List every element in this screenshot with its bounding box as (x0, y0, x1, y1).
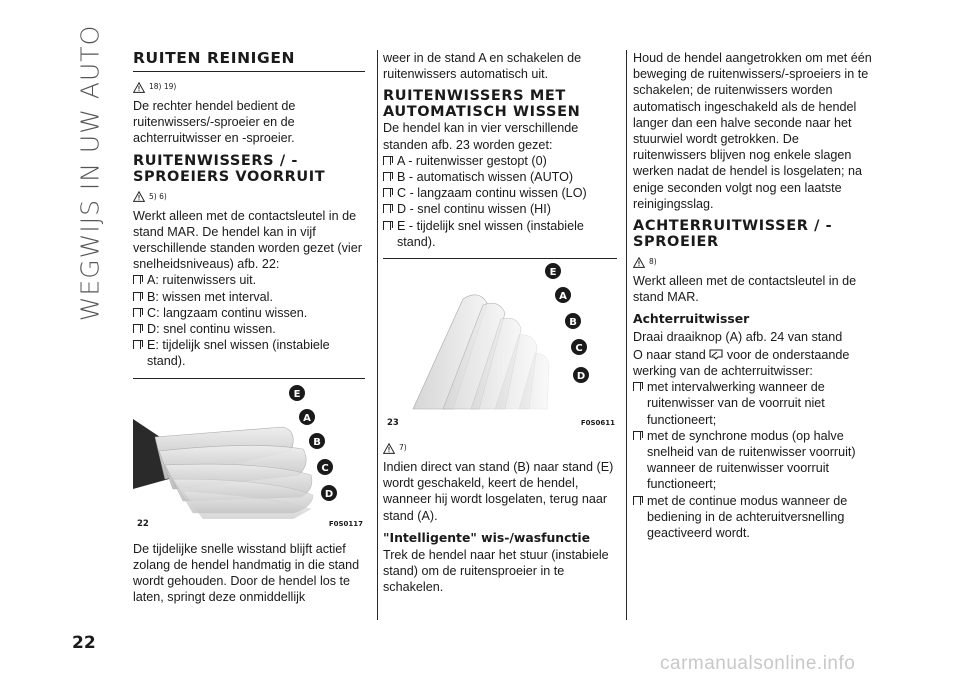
column-divider (377, 50, 378, 620)
figure-label: E (293, 388, 301, 400)
figure-label: D (576, 371, 586, 383)
figure-number: 23 (387, 417, 399, 428)
list-item: met intervalwerking wanneer de ruitenwisser van de voorruit niet functioneert; (633, 379, 873, 428)
bullet-icon (133, 275, 143, 284)
list-item: B: wissen met interval. (133, 289, 365, 305)
wiper-lever-auto-illustration (383, 259, 617, 417)
bullet-icon (383, 188, 393, 197)
bullet-icon (133, 292, 143, 301)
paragraph: Houd de hendel aangetrokken om met één beweging de ruitenwissers/-sproeiers in te schakelen; de ruitenwissers worden automatisch ingeschakeld als de hendel langer dan een halve seconde naar het stuurwiel wordt getrokken. De ruitenwissers blijven nog enkele slagen werken nadat de hendel is losgelaten; na enige seconden volgt nog een laatste reinigingsslag. (633, 51, 872, 211)
list-item: D: snel continu wissen. (133, 321, 365, 337)
warning-triangle-icon (633, 257, 645, 268)
figure-label: A (559, 291, 567, 303)
position-list (133, 272, 365, 369)
list-item: E: tijdelijk snel wissen (instabiele stand). (133, 337, 365, 369)
bullet-icon (633, 382, 643, 391)
bullet-icon (383, 204, 393, 213)
bullet-icon (133, 324, 143, 333)
figure-number: 22 (137, 519, 149, 530)
paragraph: O naar stand voor de onderstaande werking van de achterruitwisser: (633, 347, 850, 379)
column-divider (626, 50, 627, 620)
paragraph: weer in de stand A en schakelen de ruitenwissers automatisch uit. (383, 51, 582, 82)
section-side-tab-label: WEGWIJS IN UW AUTO (75, 24, 105, 322)
figure-label: A (303, 412, 311, 424)
wiper-lever-illustration (133, 379, 365, 519)
figure-23 (383, 258, 617, 433)
paragraph: De rechter hendel bedient de ruitenwissers/-sproeier en de achterruitwisser en -sproeier. (133, 99, 296, 146)
paragraph: Trek de hendel naar het stuur (instabiele stand) om de ruitensproeier in te schakelen. (383, 548, 609, 595)
subsection-heading: "Intelligente" wis-/wasfunctie (383, 529, 591, 545)
list-item: met de continue modus wanneer de bediening in de achteruitversnelling geactiveerd wordt. (633, 493, 873, 542)
figure-label: B (569, 317, 577, 329)
subsection-heading: Achterruitwisser (633, 311, 750, 327)
warning-ref: 18) 19) (133, 78, 365, 96)
mode-list (633, 379, 873, 541)
bullet-icon (383, 156, 393, 165)
list-item: C: langzaam continu wissen. (133, 305, 365, 321)
watermark: carmanualsonline.info (660, 653, 856, 674)
figure-label: C (321, 462, 329, 474)
paragraph: Werkt alleen met de contactsleutel in de stand MAR. (633, 274, 857, 305)
figure-code: F0S0117 (328, 520, 363, 529)
section-heading: RUITENWISSERS MET AUTOMATISCH WISSEN (383, 88, 581, 121)
section-heading: RUITENWISSERS / -SPROEIERS VOORRUIT (133, 152, 326, 185)
list-item: A: ruitenwissers uit. (133, 272, 365, 288)
bullet-icon (133, 308, 143, 317)
list-item: E - tijdelijk snel wissen (instabiele stand). (383, 218, 617, 250)
bullet-icon (133, 340, 143, 349)
warning-ref: 7) (383, 439, 617, 457)
paragraph: Werkt alleen met de contactsleutel in de stand MAR. De hendel kan in vijf verschillende standen worden gezet (vier snelheidsniveaus) afb. 22: (133, 208, 362, 272)
figure-label: B (313, 436, 321, 448)
figure-22 (133, 378, 365, 535)
paragraph: Draai draaiknop (A) afb. 24 van stand (633, 329, 843, 344)
figure-label: D (324, 488, 334, 500)
bullet-icon (633, 496, 643, 505)
bullet-icon (383, 172, 393, 181)
column-3 (633, 50, 873, 541)
figure-label: C (575, 343, 583, 355)
section-side-tab (70, 24, 110, 322)
section-title: RUITEN REINIGEN (133, 50, 365, 72)
list-item: met de synchrone modus (op halve snelheid van de ruitenwisser voorruit) wanneer de ruitenwisser voorruit functioneert; (633, 428, 873, 493)
list-item: D - snel continu wissen (HI) (383, 201, 617, 217)
list-item: B - automatisch wissen (AUTO) (383, 169, 617, 185)
warning-triangle-icon (133, 191, 145, 202)
list-item: A - ruitenwisser gestopt (0) (383, 153, 617, 169)
warning-ref: 5) 6) (133, 188, 365, 206)
page-number: 22 (72, 633, 96, 653)
rear-wiper-icon (709, 349, 723, 360)
figure-code: F0S0611 (580, 418, 615, 427)
list-item: C - langzaam continu wissen (LO) (383, 185, 617, 201)
position-list (383, 153, 617, 250)
bullet-icon (633, 431, 643, 440)
section-heading: ACHTERRUITWISSER / -SPROEIER (633, 218, 833, 251)
bullet-icon (383, 221, 393, 230)
column-1 (133, 50, 365, 605)
warning-ref: 8) (633, 253, 873, 271)
paragraph: Indien direct van stand (B) naar stand (E) wordt geschakeld, keert de hendel, wanneer hij wordt losgelaten, terug naar stand (A). (383, 460, 614, 523)
paragraph: De tijdelijke snelle wisstand blijft actief zolang de hendel handmatig in die stand wordt gehouden. Door de hendel los te laten, springt deze onmiddellijk (133, 541, 360, 605)
figure-label: E (549, 267, 557, 279)
warning-triangle-icon (383, 443, 395, 454)
column-2 (383, 50, 617, 596)
warning-triangle-icon (133, 82, 145, 93)
paragraph: De hendel kan in vier verschillende standen afb. 23 worden gezet: (383, 121, 579, 152)
